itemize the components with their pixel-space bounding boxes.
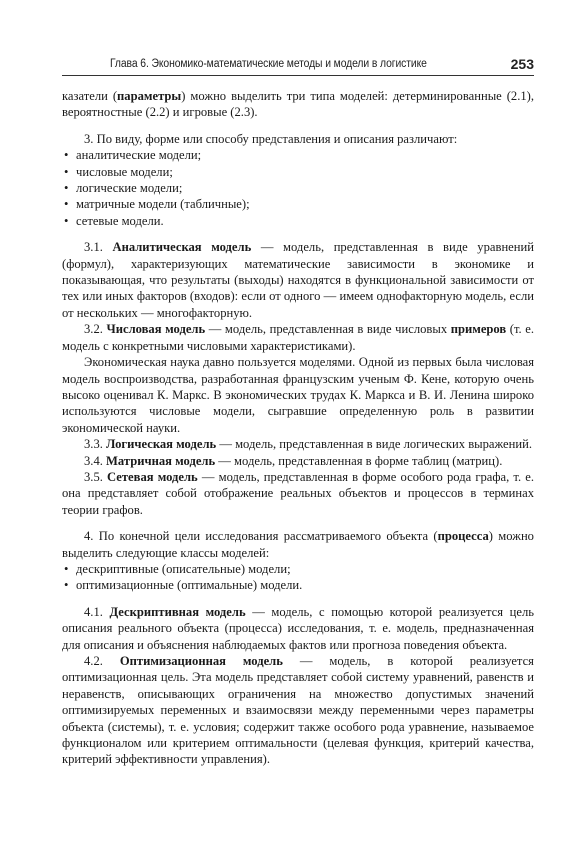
section-4-list [62,561,534,594]
section-3-heading: 3. По виду, форме или способу представления и описания различают: [84,131,458,146]
paragraph-4-1: 4.1. Дескриптивная модель — модель, с помощью которой реализуется цель описания реального объекта (процесса) исследования, т. е. модель, предназначенная для описания и объяснения наблюдаемых фактов или прогноза поведения объекта. [62,604,534,652]
list-item: • логические модели; [64,180,534,196]
paragraph-3-1: 3.1. Аналитическая модель — модель, представленная в виде уравнений (формул), характеризующих математические зависимости в экономике и показывающая, что результаты (выходы) находятся в функциональной зависимости от тех или иных факторов (входов): если от одного — имеем однофакторную модель, если от нескольких — многофакторную. [62,240,534,320]
list-item: • оптимизационные (оптимальные) модели. [64,577,534,593]
page-body [62,88,534,768]
list-item: • матричные модели (табличные); [64,196,534,212]
header-rule [62,75,534,76]
paragraph-3-4: 3.4. Матричная модель — модель, представленная в форме таблиц (матриц). [84,453,503,468]
paragraph-3-2: 3.2. Числовая модель — модель, представленная в виде числовых примеров (т. е. модель с конкретными числовыми характеристиками). [62,322,535,353]
paragraph-3-3: 3.3. Логическая модель — модель, представленная в виде логических выражений. [84,437,533,452]
intro-paragraph: казатели (параметры) можно выделить три типа моделей: детерминированные (2.1), вероятностные (2.2) и игровые (2.3). [62,89,535,120]
section-4-heading: 4. По конечной цели исследования рассматриваемого объекта (процесса) можно выделить следующие классы моделей: [62,529,534,560]
list-item: • дескриптивные (описательные) модели; [64,561,534,577]
list-item: • аналитические модели; [64,147,534,163]
list-item: • сетевые модели. [64,213,534,229]
paragraph-3-5: 3.5. Сетевая модель — модель, представленная в форме особого рода графа, т. е. она представляет собой отображение реальных объектов и процессов в терминах теории графов. [62,469,534,517]
chapter-title: Глава 6. Экономико-математические методы и модели в логистике [110,58,427,70]
running-header [62,56,534,74]
paragraph-4-2: 4.2. Оптимизационная модель — модель, в которой реализуется оптимизационная цель. Эта модель представляет собой систему уравнений, равенств и неравенств, описывающих ограничения на множество допустимых значений оптимизируемых переменных и взаимосвязи между переменными через параметры объекта (системы), т. е. условия; содержит также особого рода уравнение, называемое функционалом или критерием оптимальности (целевая функция, критерий качества, критерий эффективности управления). [62,654,534,767]
paragraph-3-2-cont: Экономическая наука давно пользуется моделями. Одной из первых была числовая модель воспроизводства, разработанная французским ученым Ф. Кене, которую очень высоко оценивал К. Маркс. В экономических трудах К. Маркса и В. И. Ленина широко используются числовые модели, сыгравшие определенную роль в развитии экономической науки. [62,355,534,435]
list-item: • числовые модели; [64,164,534,180]
section-3-list [62,147,534,229]
page-number: 253 [510,56,534,72]
